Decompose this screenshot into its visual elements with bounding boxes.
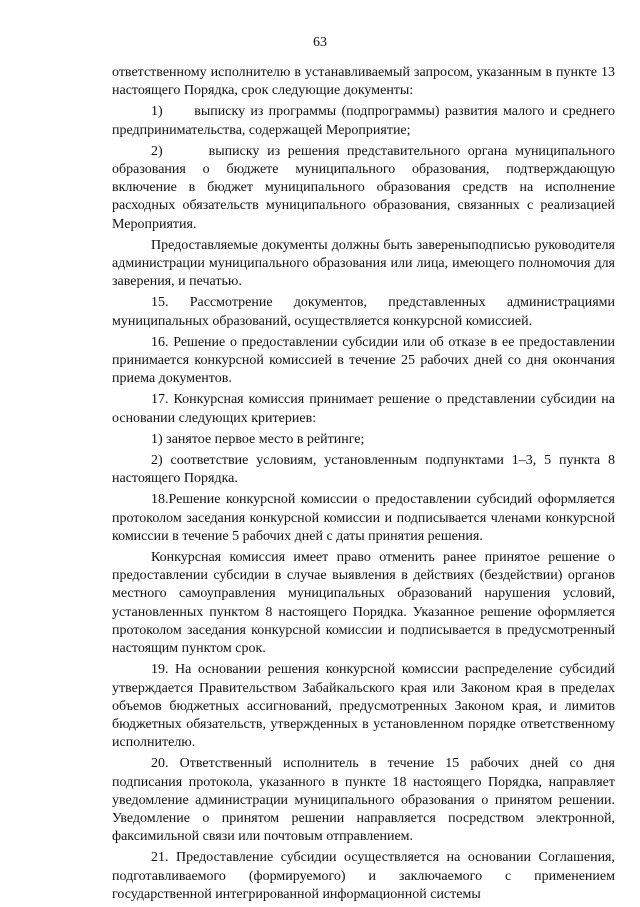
paragraph: ответственному исполнителю в устанавливаемый запросом, указанным в пункте 13 настоящего Порядка, срок следующие документы: bbox=[112, 65, 615, 99]
paragraph: 17. Конкурсная комиссия принимает решение о представлении субсидии на основании следующих критериев: bbox=[112, 392, 615, 426]
paragraph: 18.Решение конкурсной комиссии о предоставлении субсидий оформляется протоколом заседания конкурсной комиссии и подписывается членами конкурсной комиссии в течение 5 рабочих дней с даты принятия решения. bbox=[112, 492, 615, 544]
paragraph: 21. Предоставление субсидии осуществляется на основании Соглашения, подготавливаемого (формируемого) и заключаемого с применением государственной интегрированной информационной системы bbox=[112, 850, 615, 902]
paragraph: 16. Решение о предоставлении субсидии или об отказе в ее предоставлении принимается конкурсной комиссией в течение 25 рабочих дней со дня окончания приема документов. bbox=[112, 334, 615, 387]
paragraph: 1) занятое первое место в рейтинге; bbox=[151, 431, 365, 447]
paragraph: 2) выписку из решения представительного органа муниципального образования о бюджете муниципального образования, подтверждающую включение в бюджет муниципального образования средств на исполнение расходных обязательств муниципального образования, связанных с реализацией Мероприятия. bbox=[112, 143, 615, 232]
paragraph: 20. Ответственный исполнитель в течение 15 рабочих дней со дня подписания протокола, указанного в пункте 18 настоящего Порядка, направляет уведомление администрации муниципального образования о принятом решении. Уведомление о принятом решении направляется посредством электронной, факсимильной связи или почтовым отправлением. bbox=[112, 756, 615, 845]
document-body bbox=[112, 64, 615, 907]
paragraph: Конкурсная комиссия имеет право отменить ранее принятое решение о предоставлении субсидии в случае выявления в действиях (бездействии) органов местного самоуправления муниципальных образований нарушения условий, установленных пунктом 8 настоящего Порядка. Указанное решение оформляется протоколом заседания конкурсной комиссии и подписывается в предусмотренный настоящим пунктом срок. bbox=[112, 550, 615, 657]
paragraph: 1) выписку из программы (подпрограммы) развития малого и среднего предпринимательства, содержащей Мероприятие; bbox=[112, 104, 615, 138]
paragraph: Предоставляемые документы должны быть завереныподписью руководителя администрации муниципального образования или лица, имеющего полномочия для заверения, и печатью. bbox=[112, 237, 615, 290]
paragraph: 19. На основании решения конкурсной комиссии распределение субсидий утверждается Правительством Забайкальского края или Законом края в пределах объемов бюджетных ассигнований, предусмотренных Законом края, и лимитов бюджетных обязательств, утвержденных в установленном порядке ответственному исполнителю. bbox=[112, 662, 615, 751]
page-number: 63 bbox=[313, 35, 327, 50]
paragraph: 2) соответствие условиям, установленным подпунктами 1–3, 5 пункта 8 настоящего Порядка. bbox=[112, 453, 615, 487]
paragraph: 15. Рассмотрение документов, представленных администрациями муниципальных образований, осуществляется конкурсной комиссией. bbox=[112, 295, 615, 329]
